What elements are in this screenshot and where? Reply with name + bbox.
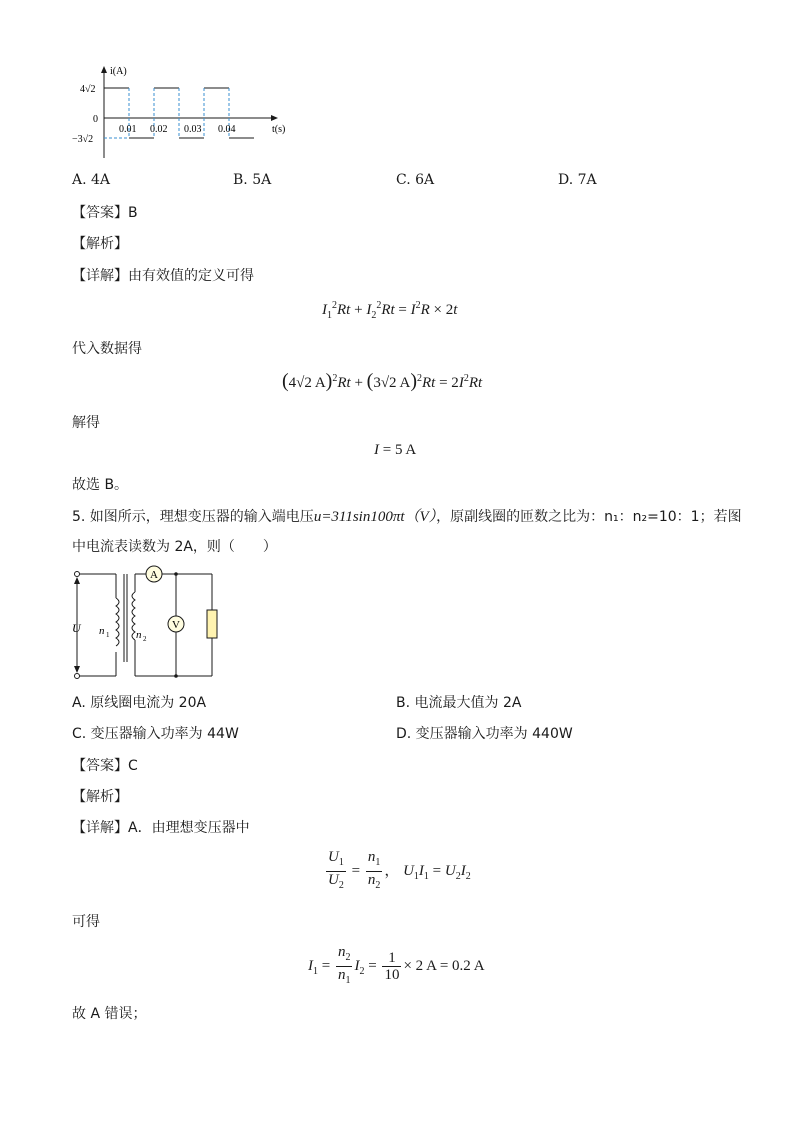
q5-kede: 可得 [72,914,100,930]
q4-detail: 【详解】由有效值的定义可得 [72,268,254,284]
q4-substitute: 代入数据得 [72,341,142,357]
q5-option-a: A. 原线圈电流为 20A [72,695,207,711]
graph-ylabel: i(A) [110,66,127,77]
graph-yneg: −3√2 [72,134,94,145]
equation-rms-definition: $I_1^2Rt + I_2^2Rt = I^2R \times 2t$ [322,300,458,321]
circuit-n1-sub: 1 [106,631,110,639]
q5-answer: 【答案】C [72,758,138,774]
circuit-n2: n [136,629,142,641]
circuit-u-label: U [72,621,81,635]
q5-detail: 【详解】A．由理想变压器中 [72,820,250,836]
circuit-voltmeter: V [172,619,180,631]
q5-analysis: 【解析】 [72,789,128,805]
graph-ypos: 4√2 [80,84,96,95]
q4-analysis: 【解析】 [72,236,128,252]
q4-conclusion: 故选 B。 [72,477,129,493]
equation-primary-current: $I_1$ = $\frac{n_2}{n_1}$ $I_2$ = $\frac{1}{10}$ × 2 A = 0.2 A [308,944,485,986]
q4-option-b: B. 5A [233,172,272,188]
graph-tick-3: 0.03 [184,124,202,135]
equation-transformer-ratio: $\frac{U_1}{U_2}$ = $\frac{n_1}{n_2}$ ， $U_1I_1 = U_2I_2$ [328,849,471,891]
q5-wrong: 故 A 错误； [72,1006,147,1022]
graph-zero: 0 [93,114,98,125]
q5-question-line1: 5. 如图所示，理想变压器的输入端电压u=311sin100πt（V），原副线圈的匝数之比为：n₁：n₂=10：1；若图 [72,509,742,525]
q5-question-line2: 中电流表读数为 2A，则（ ） [72,539,277,555]
q5-option-d: D. 变压器输入功率为 440W [396,726,573,742]
graph-xlabel: t(s) [272,124,286,135]
circuit-ammeter: A [150,569,158,581]
q4-solve: 解得 [72,415,100,431]
circuit-n1: n [99,625,105,637]
q4-answer: 【答案】B [72,205,138,221]
transformer-circuit [66,562,226,684]
circuit-n2-sub: 2 [143,635,147,643]
q4-option-a: A. 4A [72,172,111,188]
q4-option-d: D. 7A [558,172,597,188]
graph-tick-4: 0.04 [218,124,236,135]
equation-substituted: (4√2 A)$^2$Rt + (3√2 $A)^2Rt = 2I^2Rt$ [282,370,483,392]
equation-result: I = 5 A [374,442,417,458]
q4-option-c: C. 6A [396,172,435,188]
q5-option-b: B. 电流最大值为 2A [396,695,522,711]
current-time-graph [68,60,298,160]
graph-tick-1: 0.01 [119,124,137,135]
q5-option-c: C. 变压器输入功率为 44W [72,726,239,742]
graph-tick-2: 0.02 [150,124,168,135]
